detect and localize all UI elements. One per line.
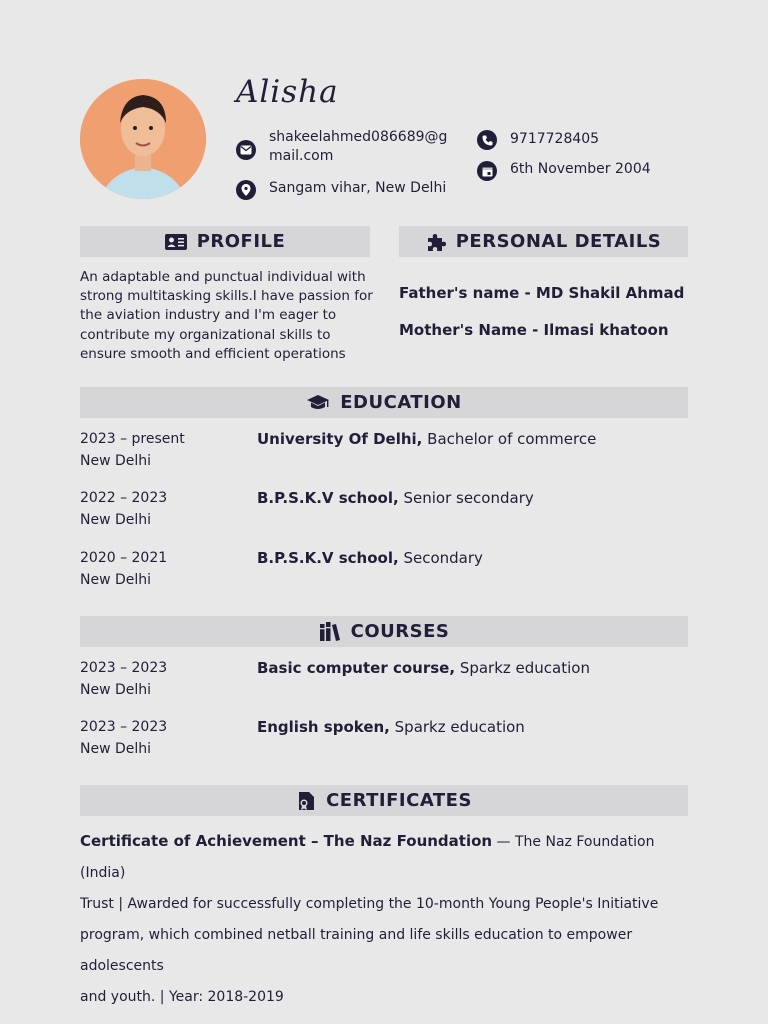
education-date: 2023 – present bbox=[80, 431, 185, 447]
puzzle-piece-icon bbox=[426, 232, 446, 252]
certificates-title: CERTIFICATES bbox=[326, 790, 472, 811]
avatar bbox=[80, 79, 206, 199]
profile-line: strong multitasking skills.I have passion for bbox=[80, 288, 373, 305]
profile-line: contribute my organizational skills to bbox=[80, 326, 331, 343]
certificate-line: and youth. | Year: 2018-2019 bbox=[80, 989, 284, 1005]
course-name: Basic computer course, bbox=[257, 659, 456, 677]
course-provider: Sparkz education bbox=[459, 659, 590, 677]
certificates-section-header bbox=[80, 785, 688, 816]
degree: Bachelor of commerce bbox=[427, 430, 597, 448]
email-icon bbox=[236, 140, 256, 160]
education-title-line bbox=[257, 549, 483, 567]
profile-summary bbox=[80, 268, 380, 364]
courses-section-header bbox=[80, 616, 688, 647]
degree: Senior secondary bbox=[403, 489, 534, 507]
address-text: Sangam vihar, New Delhi bbox=[269, 180, 447, 196]
institution: University Of Delhi, bbox=[257, 430, 423, 448]
books-icon bbox=[319, 622, 341, 642]
education-entry bbox=[80, 487, 167, 531]
course-entry bbox=[80, 657, 167, 701]
education-entry bbox=[80, 428, 185, 472]
course-title-line bbox=[257, 718, 525, 736]
education-date: 2022 – 2023 bbox=[80, 490, 168, 506]
certificate-heading: Certificate of Achievement – The Naz Foundation bbox=[80, 832, 493, 850]
education-title-line bbox=[257, 489, 534, 507]
certificate-issuer: — The Naz Foundation (India) bbox=[80, 834, 655, 881]
courses-title: COURSES bbox=[350, 621, 450, 642]
personal-details-section-header bbox=[399, 226, 688, 257]
phone-icon bbox=[477, 130, 497, 150]
course-place: New Delhi bbox=[80, 682, 152, 698]
phone-text[interactable]: 9717728405 bbox=[510, 131, 600, 147]
certificate-line: Trust | Awarded for successfully completing the 10-month Young People's Initiative bbox=[80, 896, 659, 912]
education-entry bbox=[80, 547, 167, 591]
course-provider: Sparkz education bbox=[394, 718, 525, 736]
profile-line: An adaptable and punctual individual with bbox=[80, 269, 366, 285]
profile-line: the aviation industry and I'm eager to bbox=[80, 307, 337, 324]
location-pin-icon bbox=[236, 180, 256, 200]
mother-name: Mother's Name - Ilmasi khatoon bbox=[399, 321, 669, 339]
institution: B.P.S.K.V school, bbox=[257, 489, 399, 507]
personal-details-title: PERSONAL DETAILS bbox=[455, 231, 662, 252]
email-text[interactable]: shakeelahmed086689@gmail.com bbox=[269, 129, 448, 164]
institution: B.P.S.K.V school, bbox=[257, 549, 399, 567]
education-title: EDUCATION bbox=[340, 392, 462, 413]
father-name: Father's name - MD Shakil Ahmad bbox=[399, 284, 685, 302]
certificate-icon bbox=[296, 791, 316, 811]
id-card-icon bbox=[165, 234, 187, 250]
profile-title: PROFILE bbox=[196, 231, 286, 252]
profile-section-header bbox=[80, 226, 370, 257]
course-place: New Delhi bbox=[80, 741, 152, 757]
education-place: New Delhi bbox=[80, 512, 152, 528]
education-title-line bbox=[257, 430, 596, 448]
education-section-header bbox=[80, 387, 688, 418]
certificate-line bbox=[80, 826, 692, 889]
education-place: New Delhi bbox=[80, 572, 152, 588]
calendar-icon bbox=[477, 161, 497, 181]
education-place: New Delhi bbox=[80, 453, 152, 469]
graduation-cap-icon bbox=[306, 394, 330, 412]
candidate-name: Alisha bbox=[236, 74, 339, 110]
certificate-description bbox=[80, 826, 692, 1013]
course-date: 2023 – 2023 bbox=[80, 660, 168, 676]
profile-line: ensure smooth and efficient operations bbox=[80, 345, 346, 362]
course-name: English spoken, bbox=[257, 718, 390, 736]
education-date: 2020 – 2021 bbox=[80, 550, 168, 566]
degree: Secondary bbox=[403, 549, 483, 567]
course-entry bbox=[80, 716, 167, 760]
dob-text: 6th November 2004 bbox=[510, 161, 651, 177]
course-title-line bbox=[257, 659, 590, 677]
certificate-line: program, which combined netball training and life skills education to empower adolescents bbox=[80, 927, 633, 974]
course-date: 2023 – 2023 bbox=[80, 719, 168, 735]
